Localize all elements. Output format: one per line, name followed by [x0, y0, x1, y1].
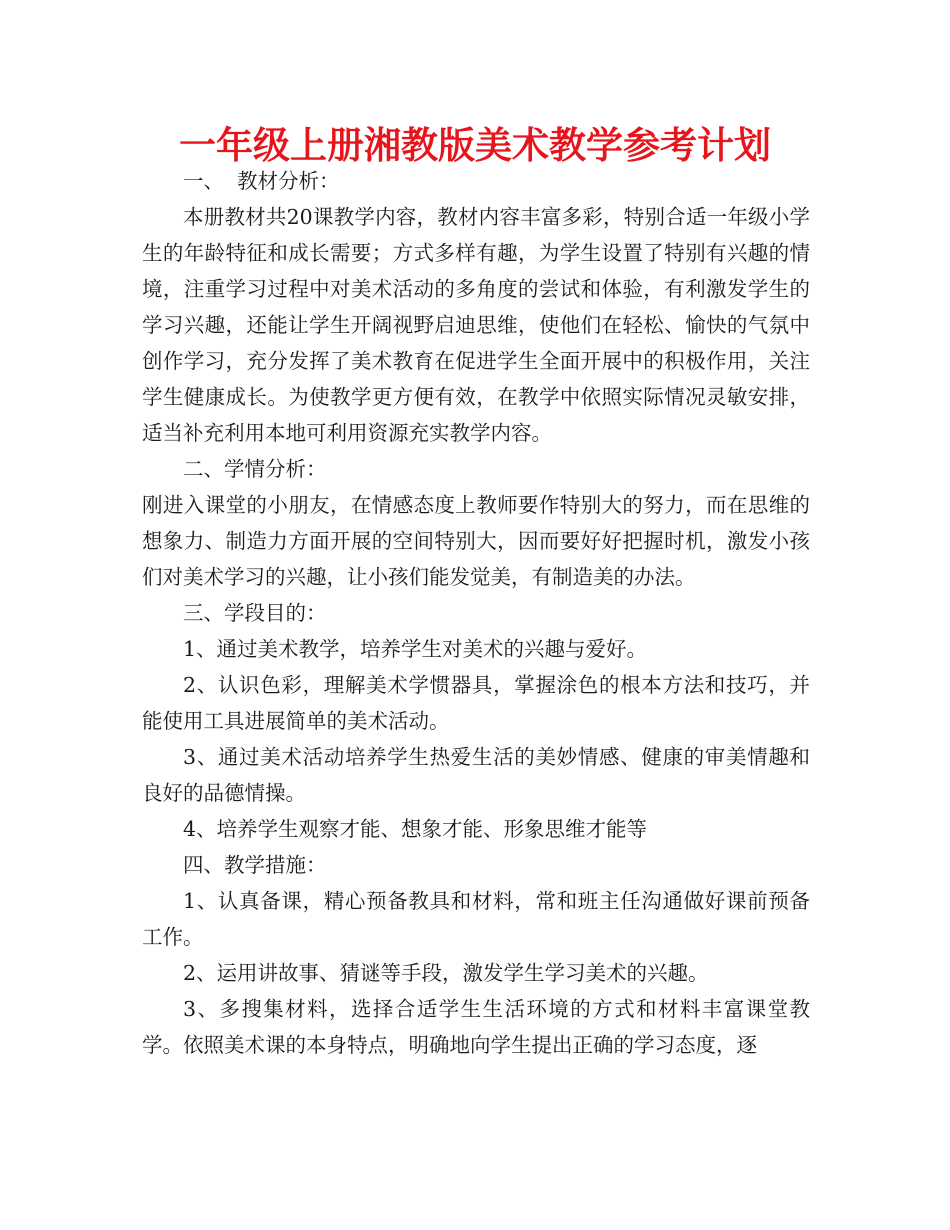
heading-material-analysis: 一、 教材分析：	[183, 169, 340, 193]
paragraph-goal-2: 2、认识色彩，理解美术学惯器具，掌握涂色的根本方法和技巧，并能使用工具进展简单的美术活动。	[142, 673, 810, 733]
paragraph-student-analysis: 刚进入课堂的小朋友，在情感态度上教师要作特别大的努力，而在思维的想象力、制造力方面开展的空间特别大，因而要好好把握时机，激发小孩们对美术学习的兴趣，让小孩们能发觉美，有制造美的办法。	[142, 493, 810, 589]
heading-teaching-measures: 四、教学措施：	[183, 853, 327, 877]
document-body	[142, 163, 810, 1063]
document-title: 一年级上册湘教版美术教学参考计划	[179, 124, 771, 167]
paragraph-material-analysis: 本册教材共20课教学内容，教材内容丰富多彩，特别合适一年级小学生的年龄特征和成长需要；方式多样有趣，为学生设置了特别有兴趣的情境，注重学习过程中对美术活动的多角度的尝试和体验，有利激发学生的学习兴趣，还能让学生开阔视野启迪思维，使他们在轻松、愉快的气氛中创作学习，充分发挥了美术教育在促进学生全面开展中的积极作用，关注学生健康成长。为使教学更方便有效，在教学中依照实际情况灵敏安排，适当补充利用本地可利用资源充实教学内容。	[142, 205, 810, 445]
paragraph-goal-1: 1、通过美术教学，培养学生对美术的兴趣与爱好。	[183, 637, 648, 661]
heading-student-analysis: 二、学情分析：	[183, 457, 327, 481]
paragraph-measure-3: 3、多搜集材料，选择合适学生生活环境的方式和材料丰富课堂教学。依照美术课的本身特点，明确地向学生提出正确的学习态度，逐	[142, 997, 810, 1057]
paragraph-measure-2: 2、运用讲故事、猜谜等手段，激发学生学习美术的兴趣。	[183, 961, 709, 985]
heading-learning-goals: 三、学段目的：	[183, 601, 327, 625]
paragraph-goal-4: 4、培养学生观察才能、想象才能、形象思维才能等	[183, 817, 648, 841]
paragraph-measure-1: 1、认真备课，精心预备教具和材料，常和班主任沟通做好课前预备工作。	[142, 889, 810, 949]
paragraph-goal-3: 3、通过美术活动培养学生热爱生活的美妙情感、健康的审美情趣和良好的品德情操。	[142, 745, 810, 805]
